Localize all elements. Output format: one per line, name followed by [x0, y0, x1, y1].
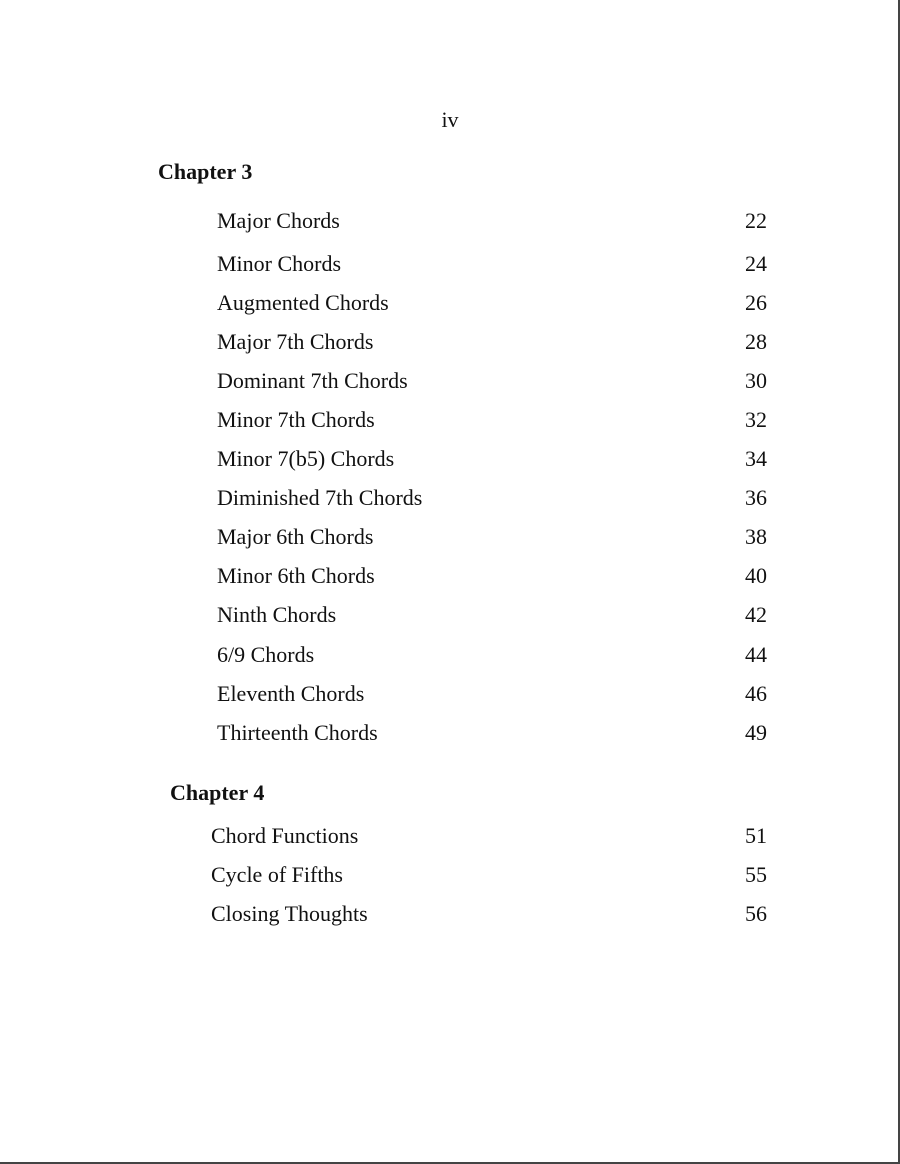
- toc-entry-title: Major 7th Chords: [217, 329, 374, 354]
- toc-entry-page: 32: [745, 407, 767, 432]
- toc-entry-page: 28: [745, 329, 767, 354]
- toc-entry-title: Closing Thoughts: [211, 901, 368, 926]
- toc-entry-page: 24: [745, 251, 767, 276]
- toc-entry-cycle-of-fifths: [211, 861, 767, 889]
- chapter-heading: Chapter 3: [158, 159, 253, 184]
- toc-entry-page: 36: [745, 485, 767, 510]
- toc-entry-page: 46: [745, 681, 767, 706]
- toc-entry-title: Chord Functions: [211, 823, 359, 848]
- toc-entry-ninth-chords: [217, 601, 767, 629]
- toc-entry-title: Diminished 7th Chords: [217, 485, 423, 510]
- toc-entry-six-nine-chords: [217, 641, 767, 669]
- toc-entry-page: 49: [745, 720, 767, 745]
- toc-entry-page: 51: [745, 823, 767, 848]
- toc-entry-title: Cycle of Fifths: [211, 862, 343, 887]
- toc-entry-minor-7th-chords: [217, 406, 767, 434]
- toc-entry-major-7th-chords: [217, 328, 767, 356]
- toc-entry-page: 55: [745, 862, 767, 887]
- toc-entry-title: Ninth Chords: [217, 602, 337, 627]
- toc-entry-title: Minor 7th Chords: [217, 407, 375, 432]
- toc-entry-title: Minor 6th Chords: [217, 563, 375, 588]
- toc-entry-major-chords: [217, 207, 767, 235]
- toc-entry-title: Eleventh Chords: [217, 681, 365, 706]
- toc-entry-minor-7b5-chords: [217, 445, 767, 473]
- toc-entry-title: 6/9 Chords: [217, 642, 315, 667]
- toc-entry-title: Major 6th Chords: [217, 524, 374, 549]
- toc-entry-minor-chords: [217, 250, 767, 278]
- toc-entry-page: 44: [745, 642, 767, 667]
- toc-entry-page: 56: [745, 901, 767, 926]
- toc-entry-title: Thirteenth Chords: [217, 720, 378, 745]
- toc-entry-title: Dominant 7th Chords: [217, 368, 408, 393]
- toc-entry-title: Augmented Chords: [217, 290, 389, 315]
- page-number: iv: [441, 107, 459, 132]
- toc-entry-dominant-7th-chords: [217, 367, 767, 395]
- toc-entry-thirteenth-chords: [217, 719, 767, 747]
- toc-entry-page: 30: [745, 368, 767, 393]
- toc-entry-title: Minor 7(b5) Chords: [217, 446, 395, 471]
- chapter-heading: Chapter 4: [170, 780, 265, 805]
- toc-entry-closing-thoughts: [211, 900, 767, 928]
- toc-entry-page: 40: [745, 563, 767, 588]
- toc-entry-page: 26: [745, 290, 767, 315]
- toc-entry-page: 22: [745, 208, 767, 233]
- toc-entry-diminished-7th-chords: [217, 484, 767, 512]
- toc-entry-page: 34: [745, 446, 767, 471]
- toc-entry-chord-functions: [211, 822, 767, 850]
- toc-entry-page: 42: [745, 602, 767, 627]
- toc-entry-minor-6th-chords: [217, 562, 767, 590]
- toc-entry-augmented-chords: [217, 289, 767, 317]
- toc-entry-major-6th-chords: [217, 523, 767, 551]
- toc-entry-page: 38: [745, 524, 767, 549]
- toc-entry-eleventh-chords: [217, 680, 767, 708]
- toc-entry-title: Major Chords: [217, 208, 340, 233]
- toc-entry-title: Minor Chords: [217, 251, 342, 276]
